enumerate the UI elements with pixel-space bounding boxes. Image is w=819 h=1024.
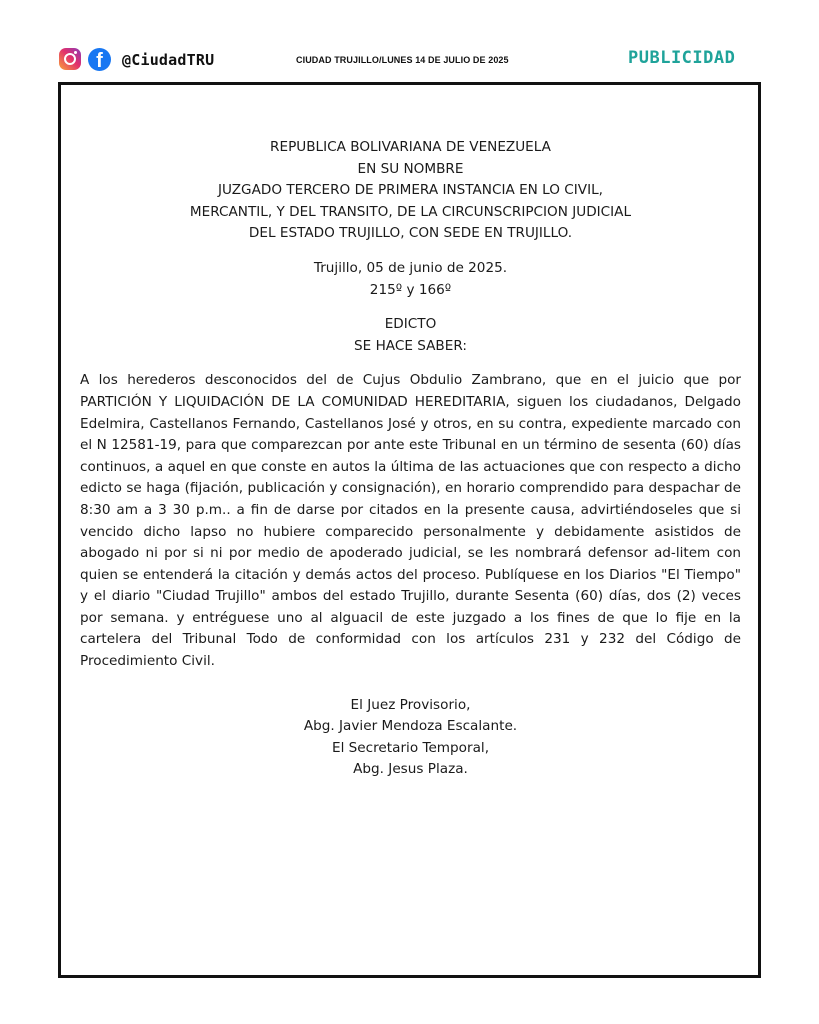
edict-title-block <box>80 314 741 357</box>
heading-line: REPUBLICA BOLIVARIANA DE VENEZUELA <box>270 139 551 155</box>
signature-line: Abg. Jesus Plaza. <box>353 761 468 778</box>
document-years: 215º y 166º <box>369 281 452 298</box>
heading-line: EN SU NOMBRE <box>357 160 464 177</box>
edict-title: EDICTO <box>384 316 437 333</box>
document-date: Trujillo, 05 de junio de 2025. <box>313 259 508 276</box>
section-label: PUBLICIDAD <box>628 48 736 68</box>
instagram-icon[interactable] <box>59 48 81 70</box>
heading-line: JUZGADO TERCERO DE PRIMERA INSTANCIA EN LO CIVIL, <box>218 182 603 199</box>
edict-content <box>80 137 741 781</box>
signature-line: Abg. Javier Mendoza Escalante. <box>303 718 518 735</box>
facebook-icon[interactable]: f <box>88 48 111 71</box>
edict-subtitle: SE HACE SABER: <box>354 337 467 354</box>
social-handle: @CiudadTRU <box>122 51 215 69</box>
signature-block <box>80 695 741 781</box>
date-block <box>80 258 741 301</box>
newspaper-dateline: CIUDAD TRUJILLO/LUNES 14 DE JULIO DE 2025 <box>296 55 509 65</box>
page-header <box>0 0 819 80</box>
heading-line: DEL ESTADO TRUJILLO, CON SEDE EN TRUJILLO. <box>248 225 573 242</box>
signature-line: El Juez Provisorio, <box>350 696 471 713</box>
court-heading <box>80 137 741 245</box>
edict-body: A los herederos desconocidos del de Cujus Obdulio Zambrano, que en el juicio que por PARTICIÓN Y LIQUIDACIÓN DE LA COMUNIDAD HEREDITARIA, siguen los ciudadanos, Delgado Edelmira, Castellanos Fernando, Castellanos José y otros, en su contra, expediente marcado con el N 12581-19, para que comparezcan por ante este Tribunal en un término de sesenta (60) días continuos, a aquel en que conste en autos la última de las actuaciones que con respecto a dicho edicto se haga (fijación, publicación y consignación), en horario comprendido para despachar de 8:30 am a 3 30 p.m.. a fin de darse por citados en la presente causa, advirtiéndoseles que si vencido dicho lapso no hubiere comparecido personalmente y debidamente asistidos de abogado ni por si ni por medio de apoderado judicial, se les nombrará defensor ad-litem con quien se entenderá la citación y demás actos del proceso. Publíquese en los Diarios "El Tiempo" y el diario "Ciudad Trujillo" ambos del estado Trujillo, durante Sesenta (60) días, dos (2) veces por semana. y entréguese uno al alguacil de este juzgado a los fines de que lo fije en la cartelera del Tribunal Todo de conformidad con los artículos 231 y 232 del Código de Procedimiento Civil. <box>80 372 741 670</box>
heading-line: MERCANTIL, Y DEL TRANSITO, DE LA CIRCUNSCRIPCION JUDICIAL <box>189 203 632 220</box>
signature-line: El Secretario Temporal, <box>331 739 490 756</box>
